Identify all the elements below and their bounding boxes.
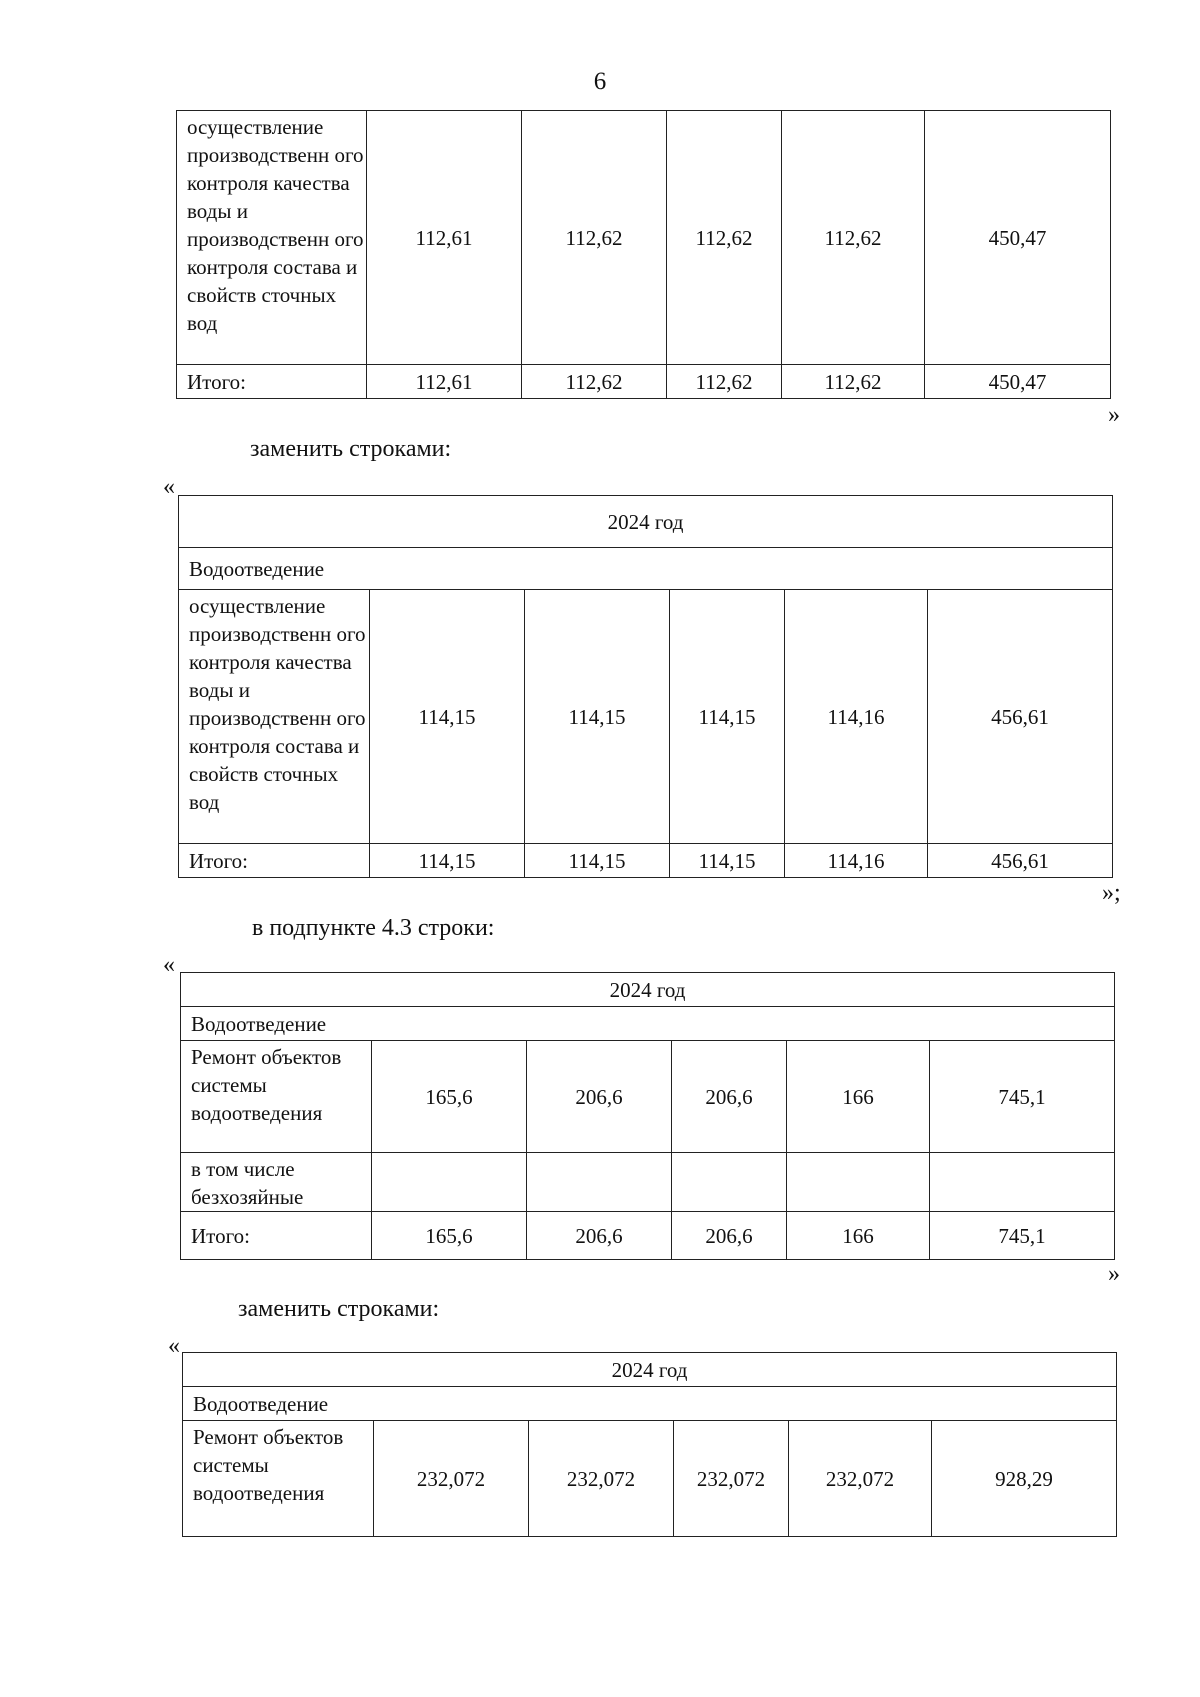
table-3: [180, 972, 1115, 1260]
section-row: [181, 1007, 1115, 1041]
total-value: 456,61: [928, 844, 1113, 878]
row-name: осуществление производственн ого контроля качества воды и производственн ого контроля состава и свойств сточных вод: [177, 111, 367, 365]
empty-cell: [372, 1153, 527, 1212]
cell-value: 745,1: [930, 1041, 1115, 1153]
total-label: Итого:: [179, 844, 370, 878]
total-label: Итого:: [181, 1212, 372, 1260]
total-value: 114,15: [525, 844, 670, 878]
cell-value: 114,15: [525, 590, 670, 844]
empty-cell: [787, 1153, 930, 1212]
row-name: Ремонт объектов системы водоотведения: [181, 1041, 372, 1153]
empty-cell: [672, 1153, 787, 1212]
cell-value: 456,61: [928, 590, 1113, 844]
page-number: 6: [593, 68, 607, 95]
sub-row-name: в том числе безхозяйные: [181, 1153, 372, 1212]
table-2: [178, 495, 1113, 878]
open-quote: «: [163, 952, 175, 978]
cell-value: 114,15: [670, 590, 785, 844]
total-value: 745,1: [930, 1212, 1115, 1260]
total-value: 112,61: [367, 365, 522, 399]
row-name: Ремонт объектов системы водоотведения: [183, 1421, 374, 1537]
total-value: 165,6: [372, 1212, 527, 1260]
year-header-row: [181, 973, 1115, 1007]
cell-value: 450,47: [925, 111, 1111, 365]
cell-value: 206,6: [672, 1041, 787, 1153]
paragraph-replace: заменить строками:: [238, 1296, 440, 1322]
year-header-row: [179, 496, 1113, 548]
table-row: [177, 111, 1111, 365]
close-quote: »: [1108, 402, 1120, 428]
cell-value: 112,62: [522, 111, 667, 365]
total-label: Итого:: [177, 365, 367, 399]
open-quote: «: [163, 474, 175, 500]
section-row: [183, 1387, 1117, 1421]
total-value: 112,62: [522, 365, 667, 399]
section-label: Водоотведение: [183, 1387, 1117, 1421]
total-value: 114,15: [670, 844, 785, 878]
close-quote: »;: [1102, 880, 1121, 906]
total-value: 206,6: [527, 1212, 672, 1260]
total-row: [181, 1212, 1115, 1260]
cell-value: 114,16: [785, 590, 928, 844]
empty-cell: [527, 1153, 672, 1212]
table-row: [179, 590, 1113, 844]
table-row: [181, 1041, 1115, 1153]
table-row: [183, 1421, 1117, 1537]
cell-value: 206,6: [527, 1041, 672, 1153]
total-value: 112,62: [782, 365, 925, 399]
cell-value: 232,072: [789, 1421, 932, 1537]
total-value: 166: [787, 1212, 930, 1260]
cell-value: 232,072: [529, 1421, 674, 1537]
cell-value: 112,61: [367, 111, 522, 365]
cell-value: 928,29: [932, 1421, 1117, 1537]
paragraph-replace: заменить строками:: [250, 436, 452, 462]
year-header: 2024 год: [183, 1353, 1117, 1387]
section-label: Водоотведение: [181, 1007, 1115, 1041]
total-row: [177, 365, 1111, 399]
total-value: 450,47: [925, 365, 1111, 399]
year-header-row: [183, 1353, 1117, 1387]
open-quote: «: [168, 1333, 180, 1359]
table-4: [182, 1352, 1117, 1537]
sub-row: [181, 1153, 1115, 1212]
cell-value: 232,072: [674, 1421, 789, 1537]
section-row: [179, 548, 1113, 590]
cell-value: 114,15: [370, 590, 525, 844]
year-header: 2024 год: [179, 496, 1113, 548]
cell-value: 165,6: [372, 1041, 527, 1153]
cell-value: 166: [787, 1041, 930, 1153]
empty-cell: [930, 1153, 1115, 1212]
total-value: 114,16: [785, 844, 928, 878]
total-value: 114,15: [370, 844, 525, 878]
cell-value: 112,62: [667, 111, 782, 365]
row-name: осуществление производственн ого контроля качества воды и производственн ого контроля состава и свойств сточных вод: [179, 590, 370, 844]
cell-value: 112,62: [782, 111, 925, 365]
cell-value: 232,072: [374, 1421, 529, 1537]
year-header: 2024 год: [181, 973, 1115, 1007]
total-value: 112,62: [667, 365, 782, 399]
total-row: [179, 844, 1113, 878]
total-value: 206,6: [672, 1212, 787, 1260]
close-quote: »: [1108, 1261, 1120, 1287]
paragraph-subitem: в подпункте 4.3 строки:: [252, 915, 495, 941]
section-label: Водоотведение: [179, 548, 1113, 590]
table-1: [176, 110, 1111, 399]
